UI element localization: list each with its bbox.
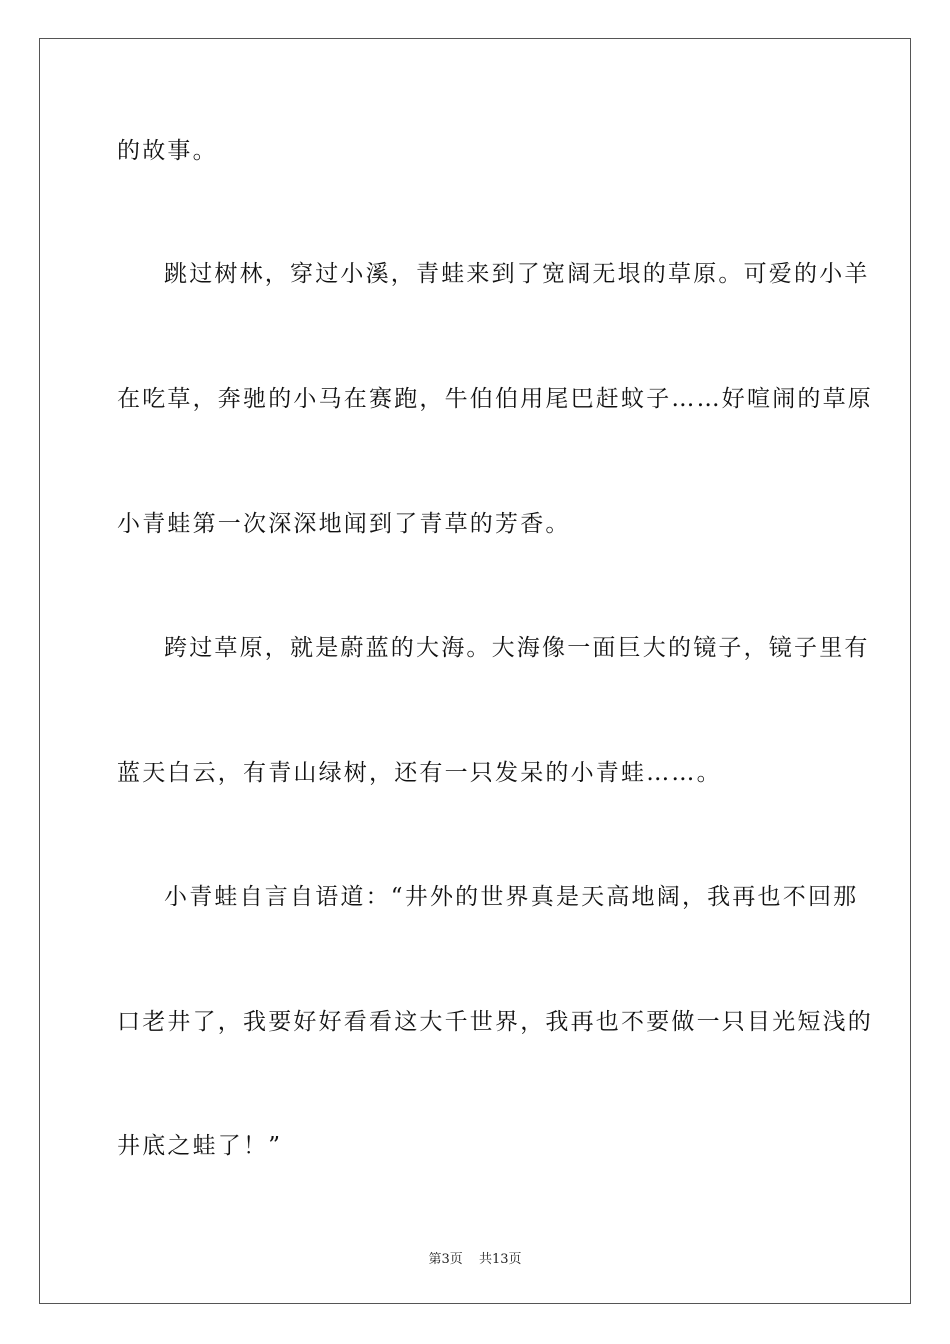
total-pages: 共13页 xyxy=(478,1252,522,1267)
paragraph-start-3: 小青蛙自言自语道：“井外的世界真是天高地阔，我再也不回那 xyxy=(164,884,859,910)
page-footer xyxy=(0,1248,950,1267)
text-line-8: 口老井了，我要好好看看这大千世界，我再也不要做一只目光短浅的 xyxy=(117,1009,873,1035)
text-line-1: 的故事。 xyxy=(117,138,218,164)
text-line-6: 蓝天白云，有青山绿树，还有一只发呆的小青蛙……。 xyxy=(117,760,722,786)
text-line-3: 在吃草，奔驰的小马在赛跑，牛伯伯用尾巴赶蚊子……好喧闹的草原 xyxy=(117,386,873,412)
page-number: 第3页 xyxy=(428,1252,463,1267)
text-line-9: 井底之蛙了！” xyxy=(117,1133,283,1159)
paragraph-start-2: 跨过草原，就是蔚蓝的大海。大海像一面巨大的镜子，镜子里有 xyxy=(164,635,870,661)
text-line-4: 小青蛙第一次深深地闻到了青草的芳香。 xyxy=(117,511,571,537)
page-frame xyxy=(39,38,911,1304)
paragraph-start-1: 跳过树林，穿过小溪，青蛙来到了宽阔无垠的草原。可爱的小羊 xyxy=(164,261,870,287)
